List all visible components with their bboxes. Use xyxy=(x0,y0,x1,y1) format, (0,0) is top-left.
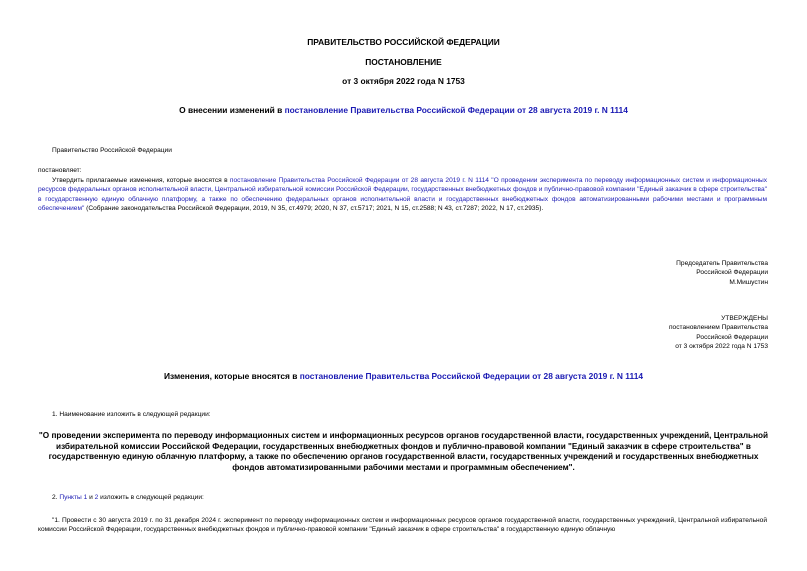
changes-title-link[interactable]: постановление Правительства Российской Федерации от 28 августа 2019 г. N 1114 xyxy=(299,371,644,381)
item2-and: и xyxy=(87,494,95,501)
title-link[interactable]: постановление Правительства Российской Федерации от 28 августа 2019 г. N 1114 xyxy=(284,105,628,115)
preamble-link[interactable]: постановление Правительства Российской Федерации от 28 августа 2019 г. N 1114 "О проведении эксперимента по переводу информационных систем и информационных ресурсов федеральных органов исполнительной власти, Центральной избирательной комиссии Российской Федерации, государственных внебюджетных фондов и публично-правовой компании "Единый заказчик в сфере строительства" в государственную единую облачную платформу, а также по обеспечению федеральных органов исполнительной власти и государственных внебюджетных фондов автоматизированными рабочими местами и программным обеспечением" xyxy=(38,177,767,212)
preamble-end: (Собрание законодательства Российской Федерации, 2019, N 35, ст.4979; 2020, N 37, ст.5717; 2021, N 15, ст.2588; N 43, ст.7287; 2022, N 17, ст.2935). xyxy=(84,204,544,212)
approved-date: от 3 октября 2022 года N 1753 xyxy=(675,342,768,350)
item2-paragraph: "1. Провести с 30 августа 2019 г. по 31 декабря 2024 г. эксперимент по переводу информационных систем и информационных ресурсов органов государственной власти, государственных учреждений, Центральной избирательной комиссии Российской Федерации, государственных внебюджетных фондов и публично-правовой компании "Единый заказчик в сфере строительства" в государственную единую облачную xyxy=(38,517,767,534)
document-title xyxy=(0,105,807,115)
preamble-paragraph xyxy=(38,176,767,213)
item2-link-2[interactable]: 2 xyxy=(94,494,99,501)
issuer-text: Правительство Российской Федерации xyxy=(52,147,172,154)
doc-type-heading: ПОСТАНОВЛЕНИЕ xyxy=(365,57,442,67)
item2-rest: изложить в следующей редакции: xyxy=(98,494,204,501)
item1-text: 1. Наименование изложить в следующей редакции: xyxy=(52,411,211,418)
preamble-start: Утвердить прилагаемые изменения, которые вносятся в xyxy=(52,177,230,184)
changes-title-prefix: Изменения, которые вносятся в xyxy=(163,371,300,381)
approved-block xyxy=(568,314,768,351)
signature-block xyxy=(568,259,768,287)
item2-num: 2. xyxy=(52,494,60,501)
changes-title xyxy=(0,371,807,381)
approved-by: постановлением Правительства xyxy=(668,324,768,332)
signature-country: Российской Федерации xyxy=(696,269,768,277)
decides-text: постановляет: xyxy=(38,167,82,174)
item1-new-name: "О проведении эксперимента по переводу информационных систем и информационных ресурсов органов государственной власти, государственных учреждений, Центральной избирательной комиссии Российской Федерации, государственных внебюджетных фондов и публично-правовой компании "Единый заказчик в сфере строительства" в государственную единую облачную платформу, а также по обеспечению органов государственной власти, государственных учреждений и государственных внебюджетных фондов автоматизированными рабочими местами и программным обеспечением". xyxy=(38,431,769,472)
signature-name: М.Мишустин xyxy=(729,278,768,286)
item2-line xyxy=(52,493,204,502)
approved-country: Российской Федерации xyxy=(696,333,768,341)
approved-label: УТВЕРЖДЕНЫ xyxy=(721,315,768,322)
date-number-heading: от 3 октября 2022 года N 1753 xyxy=(342,76,465,86)
item2-link-1[interactable]: Пункты 1 xyxy=(59,494,88,501)
signature-position: Председатель Правительства xyxy=(676,260,768,267)
government-heading: ПРАВИТЕЛЬСТВО РОССИЙСКОЙ ФЕДЕРАЦИИ xyxy=(307,37,500,47)
title-prefix: О внесении изменений в xyxy=(179,105,285,115)
